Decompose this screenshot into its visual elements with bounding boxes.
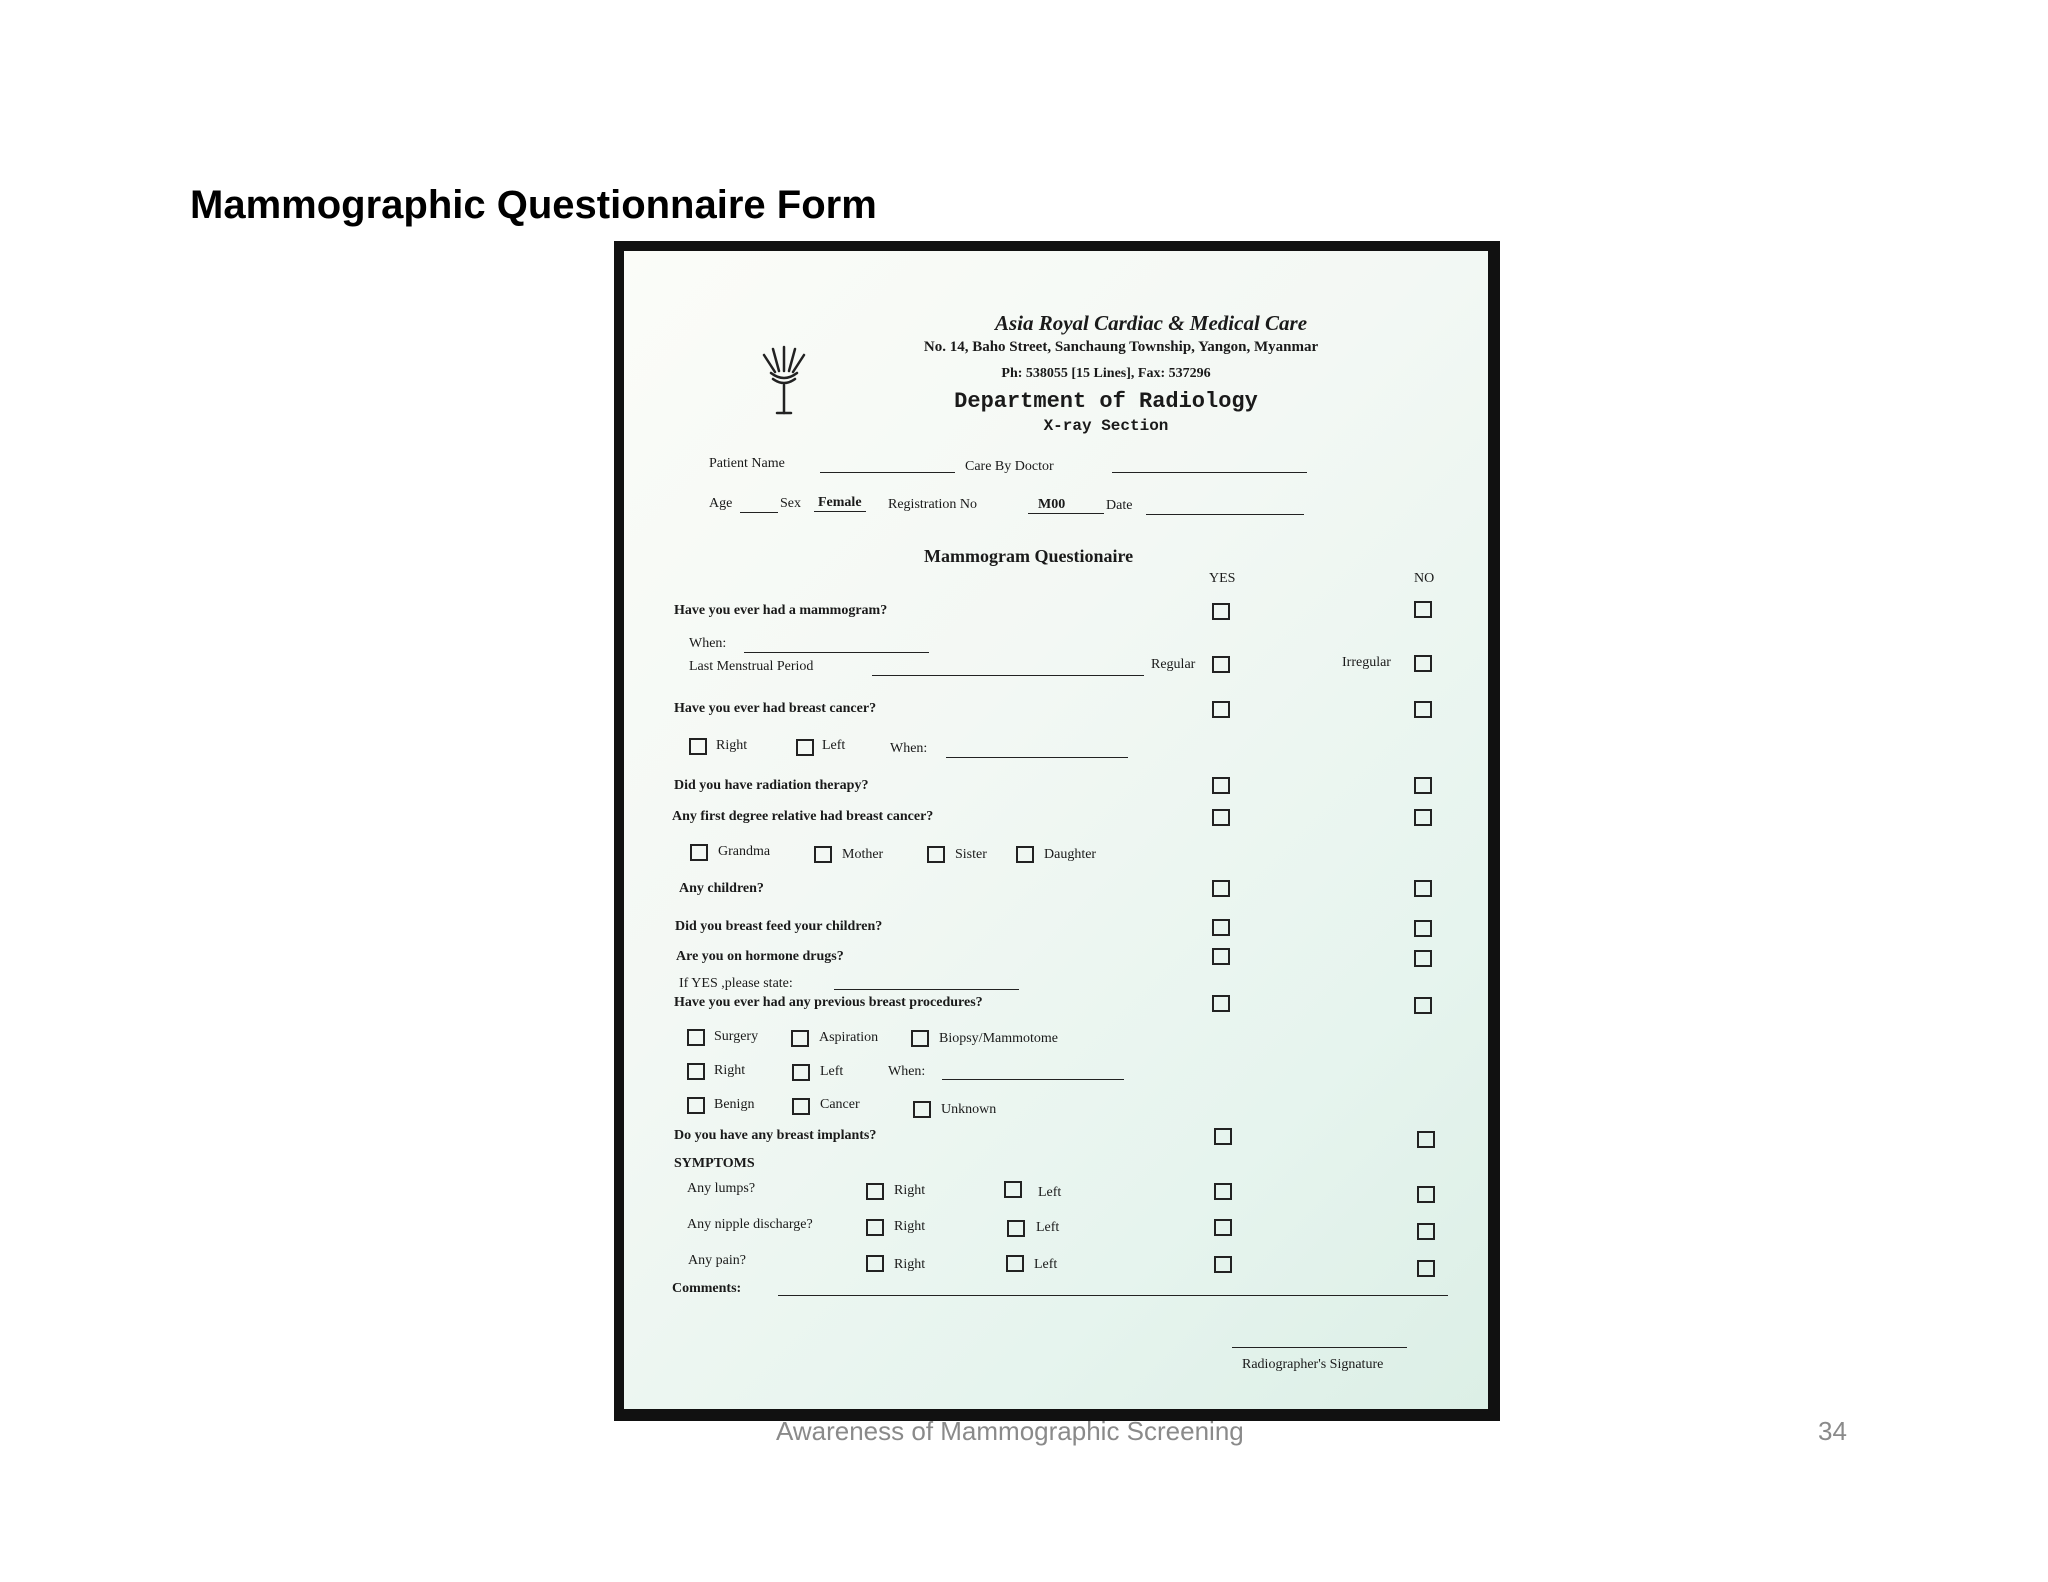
care-by-label: Care By Doctor [965, 459, 1054, 474]
last-period-field[interactable] [872, 659, 1144, 676]
surgery-label: Surgery [714, 1029, 759, 1044]
daughter-checkbox[interactable] [1016, 846, 1034, 863]
procedures-no-checkbox[interactable] [1414, 997, 1432, 1014]
unknown-checkbox[interactable] [913, 1101, 931, 1118]
signature-label: Radiographer's Signature [1242, 1357, 1384, 1372]
procedure-right-checkbox[interactable] [687, 1063, 705, 1080]
cancer-right-checkbox[interactable] [689, 738, 707, 755]
radiation-yes-checkbox[interactable] [1212, 777, 1230, 794]
cancer-checkbox[interactable] [792, 1098, 810, 1115]
cancer-when-field[interactable] [946, 741, 1128, 758]
implants-yes-checkbox[interactable] [1214, 1128, 1232, 1145]
patient-name-label: Patient Name [709, 456, 785, 471]
procedure-left-checkbox[interactable] [792, 1064, 810, 1081]
implants-no-checkbox[interactable] [1417, 1131, 1435, 1148]
pain-left-label: Left [1034, 1257, 1058, 1272]
pain-right-label: Right [894, 1257, 926, 1272]
patient-name-field[interactable] [820, 456, 955, 473]
children-yes-checkbox[interactable] [1212, 880, 1230, 897]
benign-checkbox[interactable] [687, 1097, 705, 1114]
last-period-label: Last Menstrual Period [689, 659, 814, 674]
lumps-right-checkbox[interactable] [866, 1183, 884, 1200]
nipple-left-label: Left [1036, 1220, 1060, 1235]
department-title: Department of Radiology [954, 389, 1258, 414]
lumps-left-label: Left [1038, 1185, 1062, 1200]
daughter-label: Daughter [1044, 847, 1097, 862]
biopsy-label: Biopsy/Mammotome [939, 1031, 1058, 1046]
pain-right-checkbox[interactable] [866, 1255, 884, 1272]
mammogram-when-field[interactable] [744, 636, 929, 653]
mother-label: Mother [842, 847, 884, 862]
breast-cancer-yes-checkbox[interactable] [1212, 701, 1230, 718]
registration-value: M00 [1028, 497, 1104, 514]
relative-yes-checkbox[interactable] [1212, 809, 1230, 826]
nipple-label: Any nipple discharge? [687, 1217, 813, 1232]
question-breastfeed: Did you breast feed your children? [675, 919, 883, 934]
irregular-checkbox[interactable] [1414, 655, 1432, 672]
slide-title: Mammographic Questionnaire Form [190, 183, 877, 227]
procedure-left-label: Left [820, 1064, 844, 1079]
mammogram-no-checkbox[interactable] [1414, 601, 1432, 618]
question-implants: Do you have any breast implants? [674, 1128, 877, 1143]
age-label: Age [709, 496, 733, 511]
radiation-no-checkbox[interactable] [1414, 777, 1432, 794]
if-yes-label: If YES ,please state: [679, 976, 793, 991]
section-title: X-ray Section [1043, 417, 1169, 435]
breastfeed-yes-checkbox[interactable] [1212, 919, 1230, 936]
lumps-right-label: Right [894, 1183, 926, 1198]
question-radiation: Did you have radiation therapy? [674, 778, 869, 793]
children-no-checkbox[interactable] [1414, 880, 1432, 897]
cancer-right-label: Right [716, 738, 748, 753]
yes-header: YES [1209, 571, 1236, 586]
aspiration-label: Aspiration [819, 1030, 879, 1045]
grandma-checkbox[interactable] [690, 844, 708, 861]
hormone-state-field[interactable] [834, 973, 1019, 990]
questionnaire-title: Mammogram Questionaire [924, 546, 1134, 566]
registration-label: Registration No [888, 497, 978, 512]
breastfeed-no-checkbox[interactable] [1414, 920, 1432, 937]
pain-yes-checkbox[interactable] [1214, 1256, 1232, 1273]
question-breast-cancer: Have you ever had breast cancer? [674, 701, 877, 716]
biopsy-checkbox[interactable] [911, 1030, 929, 1047]
pain-left-checkbox[interactable] [1006, 1255, 1024, 1272]
regular-checkbox[interactable] [1212, 656, 1230, 673]
when-label: When: [689, 636, 727, 651]
unknown-label: Unknown [941, 1102, 997, 1117]
pain-label: Any pain? [688, 1253, 746, 1268]
lumps-label: Any lumps? [687, 1181, 756, 1196]
doctor-field[interactable] [1112, 456, 1307, 473]
sister-label: Sister [955, 847, 987, 862]
grandma-label: Grandma [718, 844, 771, 859]
question-children: Any children? [679, 881, 764, 896]
question-relative: Any first degree relative had breast cancer? [672, 809, 934, 824]
mother-checkbox[interactable] [814, 846, 832, 863]
benign-label: Benign [714, 1097, 755, 1112]
sex-label: Sex [780, 496, 801, 511]
hormone-yes-checkbox[interactable] [1212, 948, 1230, 965]
sister-checkbox[interactable] [927, 846, 945, 863]
nipple-no-checkbox[interactable] [1417, 1223, 1435, 1240]
mammogram-yes-checkbox[interactable] [1212, 603, 1230, 620]
nipple-right-checkbox[interactable] [866, 1219, 884, 1236]
form-photo [614, 241, 1500, 1421]
breast-cancer-no-checkbox[interactable] [1414, 701, 1432, 718]
comments-field[interactable] [778, 1295, 1448, 1296]
cancer-when-label: When: [890, 741, 928, 756]
surgery-checkbox[interactable] [687, 1029, 705, 1046]
hospital-name: Asia Royal Cardiac & Medical Care [994, 311, 1308, 335]
age-field[interactable] [740, 496, 778, 513]
lumps-no-checkbox[interactable] [1417, 1186, 1435, 1203]
cancer-result-label: Cancer [820, 1097, 860, 1112]
procedures-yes-checkbox[interactable] [1212, 995, 1230, 1012]
regular-label: Regular [1151, 657, 1196, 672]
symptoms-heading: SYMPTOMS [674, 1156, 755, 1171]
question-procedures: Have you ever had any previous breast procedures? [674, 995, 983, 1010]
procedure-right-label: Right [714, 1063, 746, 1078]
cancer-left-label: Left [822, 738, 846, 753]
question-mammogram: Have you ever had a mammogram? [674, 603, 888, 618]
question-hormone: Are you on hormone drugs? [676, 949, 844, 964]
date-field[interactable] [1146, 498, 1304, 515]
sex-value: Female [814, 495, 866, 512]
procedure-when-label: When: [888, 1064, 926, 1079]
page-number: 34 [1818, 1416, 1847, 1446]
comments-label: Comments: [672, 1281, 742, 1296]
cancer-left-checkbox[interactable] [796, 739, 814, 756]
hospital-phone: Ph: 538055 [15 Lines], Fax: 537296 [1001, 366, 1211, 381]
slide-footer: Awareness of Mammographic Screening [776, 1416, 1244, 1446]
lumps-left-checkbox[interactable] [1004, 1181, 1022, 1198]
form-paper [624, 251, 1488, 1409]
pain-no-checkbox[interactable] [1417, 1260, 1435, 1277]
lumps-yes-checkbox[interactable] [1214, 1183, 1232, 1200]
hospital-address: No. 14, Baho Street, Sanchaung Township, Yangon, Myanmar [923, 339, 1319, 355]
nipple-yes-checkbox[interactable] [1214, 1219, 1232, 1236]
date-label: Date [1106, 498, 1133, 513]
nipple-left-checkbox[interactable] [1007, 1220, 1025, 1237]
irregular-label: Irregular [1342, 655, 1391, 670]
procedure-when-field[interactable] [942, 1063, 1124, 1080]
aspiration-checkbox[interactable] [791, 1030, 809, 1047]
hormone-no-checkbox[interactable] [1414, 950, 1432, 967]
no-header: NO [1414, 571, 1435, 586]
signature-line[interactable] [1232, 1347, 1407, 1348]
nipple-right-label: Right [894, 1219, 926, 1234]
relative-no-checkbox[interactable] [1414, 809, 1432, 826]
